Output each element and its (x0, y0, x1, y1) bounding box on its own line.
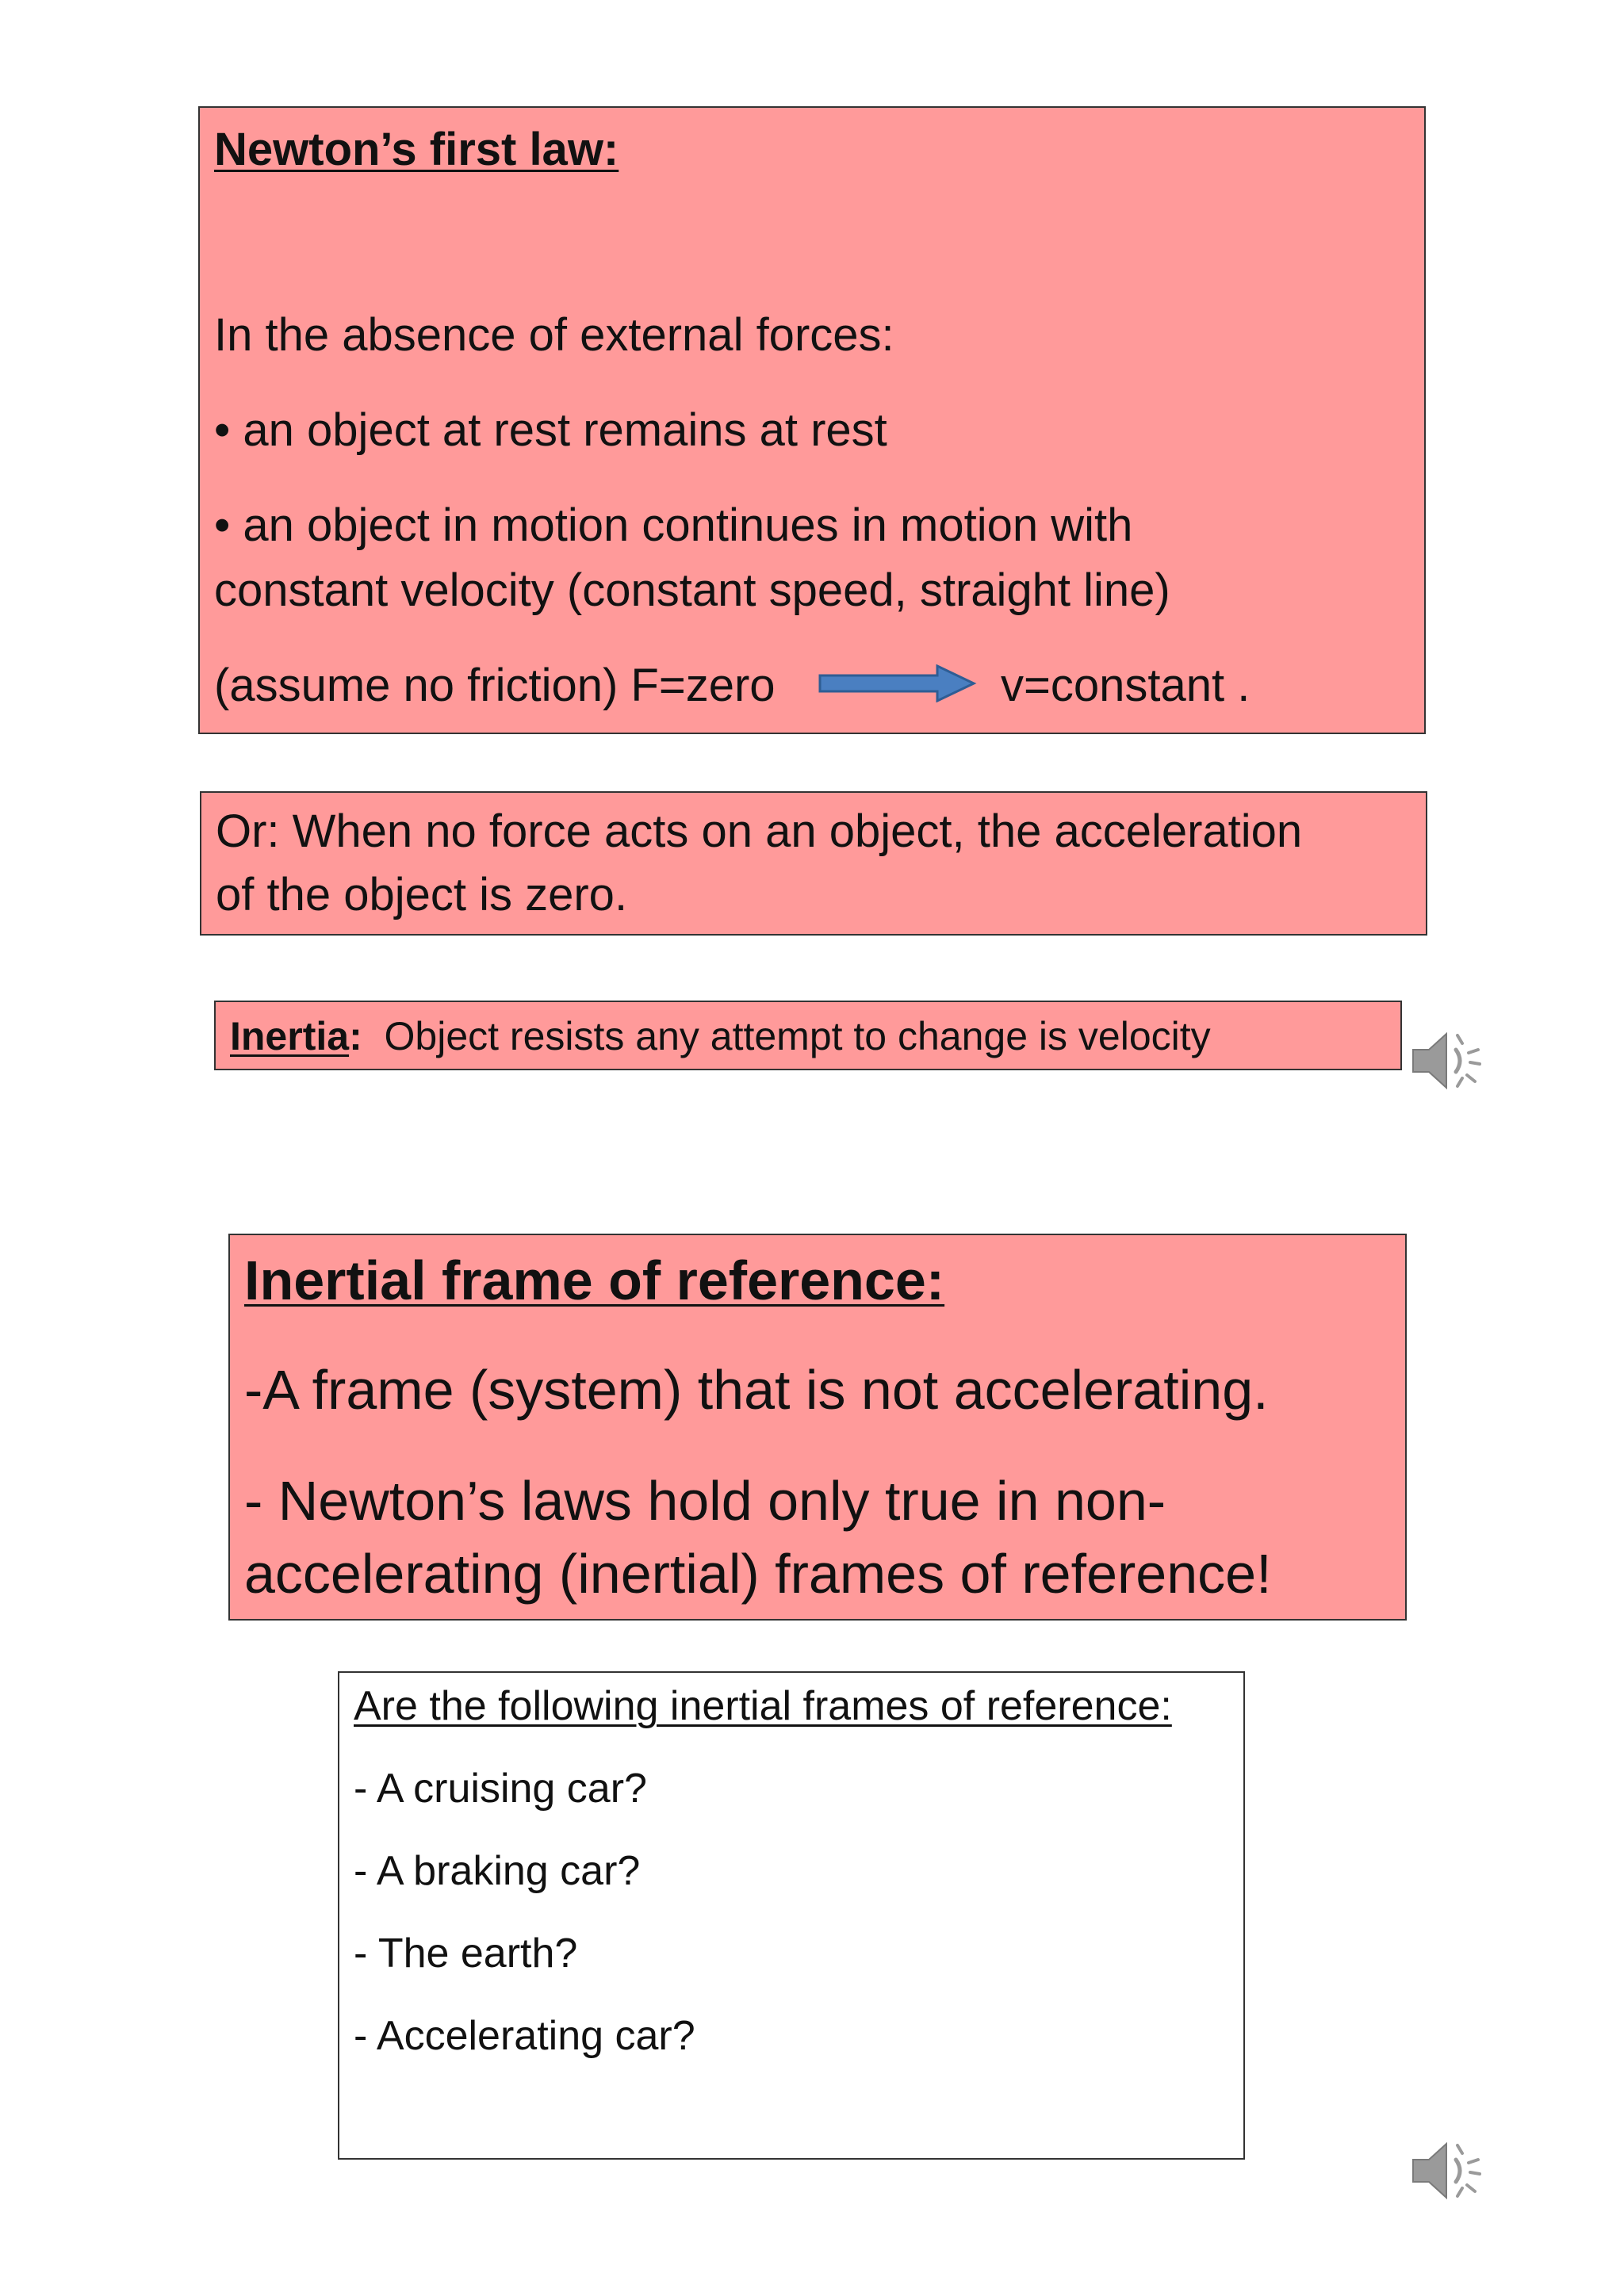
inertia-term: Inertia (230, 1014, 350, 1058)
inertia-definition: Object resists any attempt to change is velocity (384, 1014, 1211, 1058)
inertia-definition-line (230, 1016, 1211, 1056)
inertial-frame-point-1: -A frame (system) that is not accelerating. (244, 1359, 1269, 1421)
speaker-icon[interactable] (1408, 2133, 1484, 2209)
right-arrow-icon (818, 664, 977, 702)
inertial-frame-point-2-line-2: accelerating (inertial) frames of reference! (244, 1543, 1272, 1605)
first-law-bullet-rest: • an object at rest remains at rest (214, 404, 887, 456)
question-item: - A braking car? (354, 1848, 641, 1894)
question-item: - A cruising car? (354, 1766, 647, 1812)
inertial-frame-title: Inertial frame of reference: (244, 1249, 945, 1311)
question-item: - The earth? (354, 1931, 578, 1976)
first-law-formula-left: (assume no friction) F=zero (214, 660, 776, 711)
alternative-line-1: Or: When no force acts on an object, the acceleration (216, 806, 1303, 857)
first-law-title: Newton’s first law: (214, 124, 619, 175)
question-title: Are the following inertial frames of reference: (354, 1683, 1172, 1729)
inertial-frame-box (228, 1234, 1407, 1621)
first-law-bullet-motion-2: constant velocity (constant speed, straight line) (214, 564, 1170, 616)
alternative-statement-box (200, 791, 1427, 936)
first-law-formula-right: v=constant . (1001, 660, 1251, 711)
question-box (338, 1671, 1245, 2160)
first-law-bullet-motion-1: • an object in motion continues in motion with (214, 499, 1133, 551)
first-law-intro: In the absence of external forces: (214, 309, 894, 361)
speaker-icon[interactable] (1408, 1023, 1484, 1099)
inertia-colon: : (349, 1014, 362, 1058)
question-item: - Accelerating car? (354, 2013, 695, 2059)
inertia-box (214, 1001, 1402, 1070)
alternative-line-2: of the object is zero. (216, 869, 628, 920)
inertial-frame-point-2-line-1: - Newton’s laws hold only true in non- (244, 1470, 1166, 1532)
first-law-box (198, 106, 1426, 734)
